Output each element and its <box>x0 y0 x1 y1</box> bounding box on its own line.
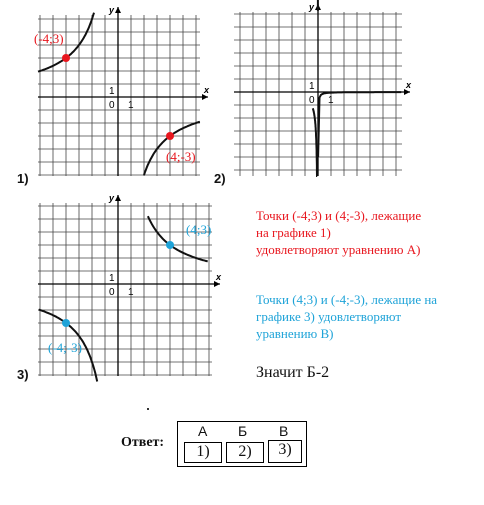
y-axis-label: y <box>309 2 315 12</box>
graph-3-number: 3) <box>17 367 29 382</box>
blue-note-line-1: Точки (4;3) и (-4;-3), лежащие на <box>256 292 438 307</box>
graph-1-point-a <box>62 54 70 62</box>
graph-3-point-a <box>166 241 174 249</box>
answer-cell-v: 3) <box>268 440 302 463</box>
blue-note-line-2: графике 3) удовлетворяют <box>256 309 402 324</box>
y-axis-arrow <box>115 7 121 13</box>
unit-y-label: 1 <box>109 86 115 97</box>
graph-3-point-a-label: (4;3) <box>186 222 212 237</box>
blue-note-line-3: уравнению В) <box>256 326 334 341</box>
unit-y-label: 1 <box>309 81 315 92</box>
graph-2-curve-left <box>313 108 317 176</box>
origin-label: 0 <box>109 100 115 111</box>
answer-column-a: А <box>198 423 208 439</box>
x-axis-label: x <box>406 80 412 90</box>
red-note-line-3: удовлетворяют уравнению А) <box>256 242 421 257</box>
y-axis-arrow <box>115 195 121 201</box>
graph-2-number: 2) <box>214 171 226 186</box>
origin-label: 0 <box>309 95 315 106</box>
conclusion-text: Значит Б-2 <box>256 364 330 381</box>
unit-x-label: 1 <box>328 95 334 106</box>
unit-x-label: 1 <box>128 100 134 111</box>
red-note-line-2: на графике 1) <box>256 225 331 240</box>
answer-column-b: Б <box>238 423 248 439</box>
answer-column-v: В <box>279 423 289 439</box>
unit-x-label: 1 <box>128 287 134 298</box>
y-axis-label: y <box>109 193 115 203</box>
graph-3-point-b-label: (-4;-3) <box>48 340 82 355</box>
unit-y-label: 1 <box>109 273 115 284</box>
answer-cell-b: 2) <box>226 442 264 463</box>
graph-1-point-b-label: (4;-3) <box>166 149 196 164</box>
graph-2 <box>234 0 412 176</box>
y-axis-label: y <box>109 5 115 15</box>
graph-3-point-b <box>62 319 70 327</box>
answer-cell-a: 1) <box>184 442 222 463</box>
graph-1-point-a-label: (-4;3) <box>34 31 64 46</box>
origin-label: 0 <box>109 287 115 298</box>
answer-label: Ответ: <box>121 435 165 450</box>
stray-mark <box>147 408 149 410</box>
graph-1-number: 1) <box>17 171 29 186</box>
x-axis-label: x <box>204 85 210 95</box>
x-axis-label: x <box>216 272 222 282</box>
graph-1-point-b <box>166 132 174 140</box>
red-note-line-1: Точки (-4;3) и (4;-3), лежащие <box>256 208 422 223</box>
